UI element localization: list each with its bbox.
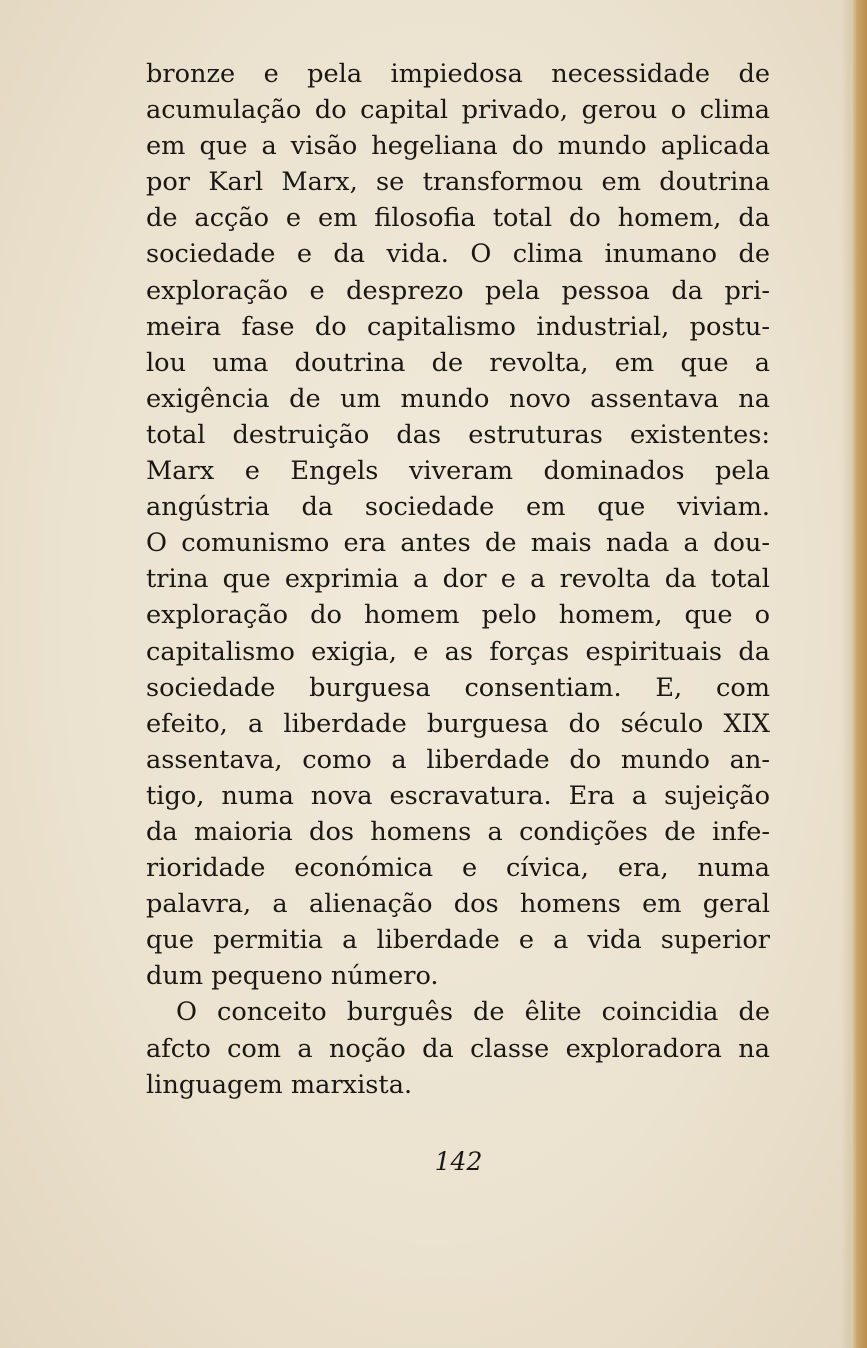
text-line: capitalismo exigia, e as forças espirituais da — [146, 636, 770, 667]
text-line: sociedade e da vida. O clima inumano de — [146, 239, 770, 270]
text-line: da maioria dos homens a condições de infe- — [146, 816, 770, 847]
text-line: angústria da sociedade em que viviam. — [146, 492, 770, 523]
text-line: em que a visão hegeliana do mundo aplicada — [146, 131, 770, 162]
text-line: O conceito burguês de êlite coincidia de — [176, 997, 770, 1028]
text-line: linguagem marxista. — [146, 1069, 413, 1100]
text-line: lou uma doutrina de revolta, em que a — [146, 347, 770, 378]
text-line: tigo, numa nova escravatura. Era a sujeição — [146, 780, 770, 811]
page-number: 142 — [434, 1147, 483, 1176]
text-line: por Karl Marx, se transformou em doutrina — [146, 167, 770, 198]
text-line: acumulação do capital privado, gerou o clima — [146, 95, 770, 126]
text-line: bronze e pela impiedosa necessidade de — [146, 59, 770, 89]
text-line: O comunismo era antes de mais nada a dou- — [146, 528, 770, 559]
body-text — [146, 56, 770, 1103]
text-line: efeito, a liberdade burguesa do século XIX — [146, 708, 770, 739]
text-line: trina que exprimia a dor e a revolta da total — [146, 564, 770, 595]
text-line: Marx e Engels viveram dominados pela — [146, 456, 770, 487]
text-line: exploração do homem pelo homem, que o — [146, 600, 770, 631]
text-line: que permitia a liberdade e a vida superior — [146, 925, 770, 956]
text-line: assentava, como a liberdade do mundo an- — [146, 744, 770, 775]
text-line: dum pequeno número. — [146, 961, 439, 992]
text-line: de acção e em filosofia total do homem, da — [146, 203, 770, 234]
text-line: rioridade económica e cívica, era, numa — [146, 853, 770, 884]
text-line: meira fase do capitalismo industrial, postu- — [146, 311, 770, 342]
text-line: total destruição das estruturas existentes: — [146, 419, 770, 450]
text-line: palavra, a alienação dos homens em geral — [146, 889, 770, 920]
text-line: exigência de um mundo novo assentava na — [146, 383, 770, 414]
text-line: exploração e desprezo pela pessoa da pri- — [146, 275, 770, 306]
text-line: sociedade burguesa consentiam. E, com — [146, 672, 770, 703]
text-line: afcto com a noção da classe exploradora na — [146, 1033, 770, 1064]
